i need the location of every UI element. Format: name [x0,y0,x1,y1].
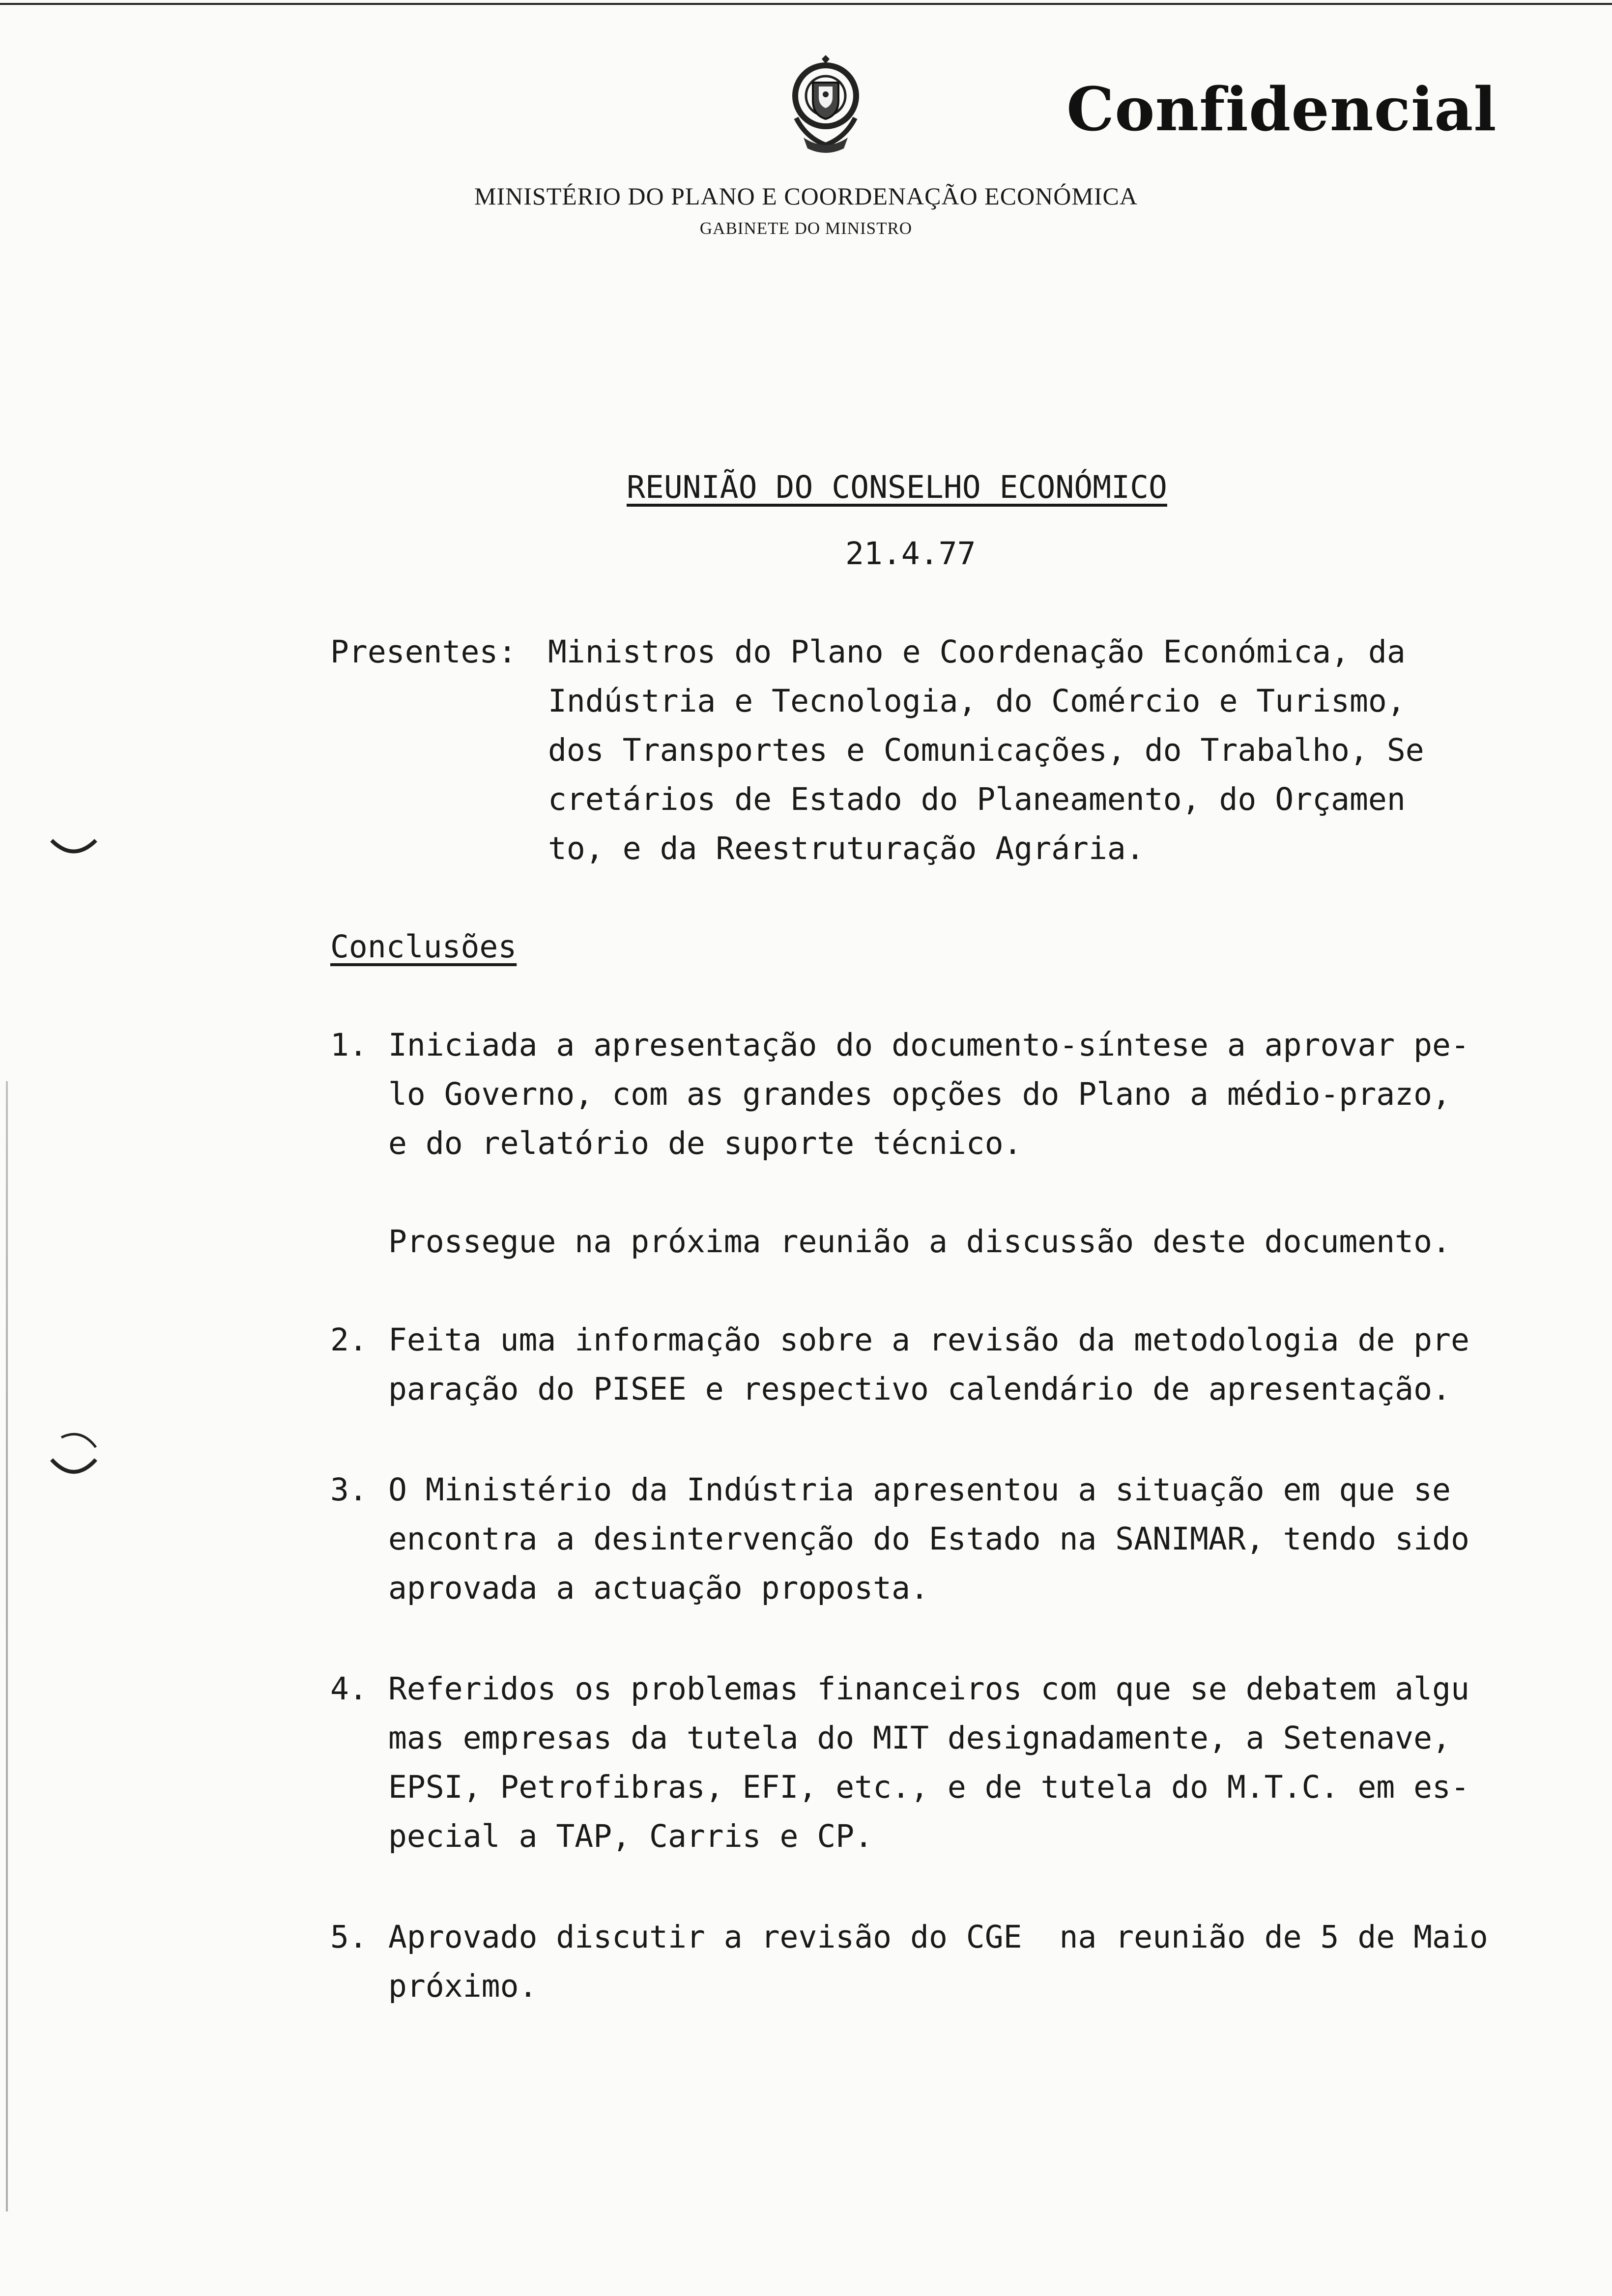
item-line: e do relatório de suporte técnico. [388,1125,1022,1161]
item-line: pecial a TAP, Carris e CP. [388,1818,873,1854]
item-line: aprovada a actuação proposta. [388,1570,929,1606]
item-number: 3. [330,1472,368,1508]
cabinet-name: GABINETE DO MINISTRO [699,219,913,238]
attendees-line: Ministros do Plano e Coordenação Económica, da [548,634,1406,670]
top-border-line [0,3,1612,5]
conclusions-heading: Conclusões [330,929,517,965]
item-number: 2. [330,1322,368,1358]
attendees-label: Presentes: [330,634,517,670]
item-line: mas empresas da tutela do MIT designadamente, a Setenave, [388,1720,1451,1756]
margin-edge-mark [6,1081,8,2211]
ministry-name: MINISTÉRIO DO PLANO E COORDENAÇÃO ECONÓMICA [474,182,1138,210]
item-number: 1. [330,1027,368,1063]
item-line: Feita uma informação sobre a revisão da metodologia de pre [388,1322,1469,1358]
item-line: O Ministério da Indústria apresentou a situação em que se [388,1472,1451,1508]
item-line: encontra a desintervenção do Estado na SANIMAR, tendo sido [388,1521,1469,1557]
item-number: 4. [330,1671,368,1707]
confidential-stamp: Confidencial [1066,74,1497,144]
attendees-line: Indústria e Tecnologia, do Comércio e Turismo, [548,683,1406,719]
item-number: 5. [330,1919,368,1955]
item-line: lo Governo, com as grandes opções do Plano a médio-prazo, [388,1076,1451,1112]
coat-of-arms-icon [777,54,875,162]
item-line: Aprovado discutir a revisão do CGE na reunião de 5 de Maio [388,1919,1488,1955]
punch-hole-mark [47,1425,101,1489]
item-line: Prossegue na próxima reunião a discussão deste documento. [388,1224,1451,1260]
item-line: Iniciada a apresentação do documento-síntese a aprovar pe- [388,1027,1469,1063]
item-line: Referidos os problemas financeiros com que se debatem algu [388,1671,1469,1707]
attendees-line: to, e da Reestruturação Agrária. [548,831,1145,866]
item-line: próximo. [388,1968,538,2004]
meeting-title: REUNIÃO DO CONSELHO ECONÓMICO [627,469,1167,505]
punch-hole-mark [47,833,101,867]
attendees-line: dos Transportes e Comunicações, do Trabalho, Se [548,732,1424,768]
item-line: paração do PISEE e respectivo calendário de apresentação. [388,1371,1451,1407]
meeting-date: 21.4.77 [845,536,976,572]
item-line: EPSI, Petrofibras, EFI, etc., e de tutela do M.T.C. em es- [388,1769,1469,1805]
attendees-line: cretários de Estado do Planeamento, do Orçamen [548,781,1406,817]
